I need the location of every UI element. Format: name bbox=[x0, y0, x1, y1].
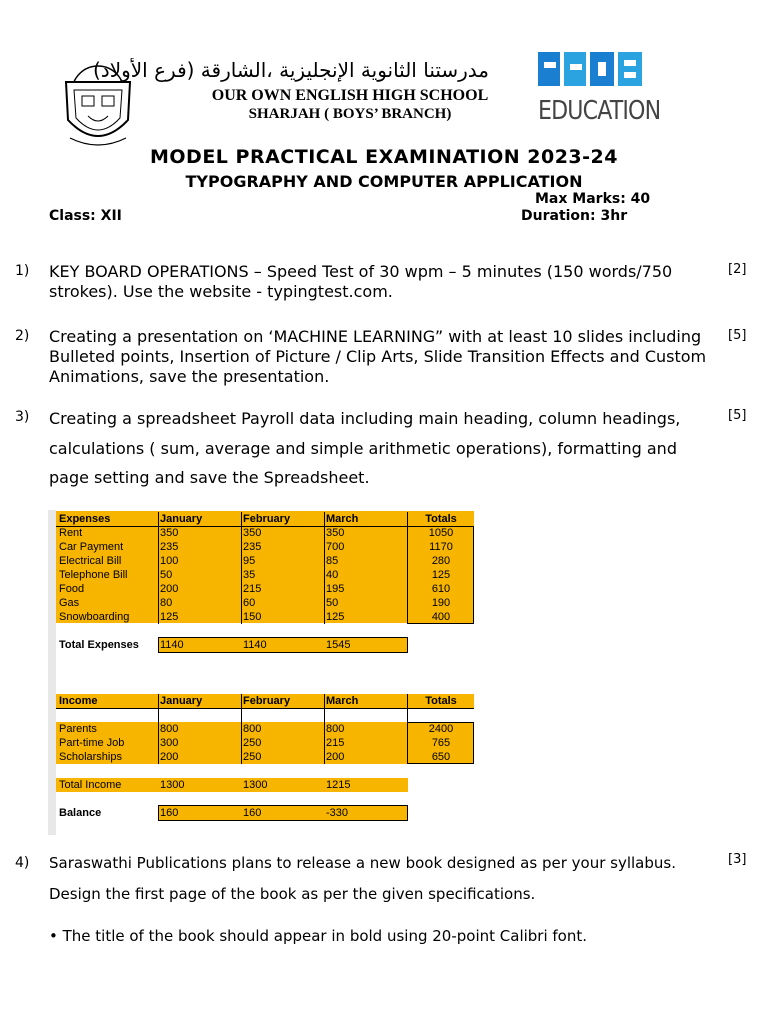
sheet-header-cell: February bbox=[243, 695, 291, 707]
totals-box bbox=[407, 526, 474, 624]
sheet-cell: 350 bbox=[243, 527, 262, 539]
sheet-cell: 200 bbox=[160, 583, 179, 595]
sheet-cell: 125 bbox=[160, 611, 179, 623]
total-income-feb: 1300 bbox=[243, 779, 268, 791]
question-marks: [2] bbox=[728, 262, 747, 277]
sheet-cell: 150 bbox=[243, 611, 262, 623]
sheet-cell: Parents bbox=[59, 723, 97, 735]
sheet-header-cell: January bbox=[160, 513, 203, 525]
sheet-cell: 125 bbox=[326, 611, 345, 623]
question-number: 3) bbox=[15, 409, 30, 425]
question-marks: [5] bbox=[728, 328, 747, 343]
sheet-cell: Food bbox=[59, 583, 85, 595]
totals-box bbox=[407, 722, 474, 764]
total-income-label: Total Income bbox=[59, 779, 122, 791]
sheet-cell: 400 bbox=[431, 611, 451, 623]
sheet-cell: 95 bbox=[243, 555, 256, 567]
sheet-cell: 2400 bbox=[428, 723, 454, 735]
sheet-cell: 195 bbox=[326, 583, 345, 595]
sheet-cell: 200 bbox=[326, 751, 345, 763]
sheet-cell: Rent bbox=[59, 527, 83, 539]
sheet-cell: 50 bbox=[160, 569, 173, 581]
sheet-cell: 250 bbox=[243, 751, 262, 763]
grid-line bbox=[324, 512, 325, 624]
question-marks: [5] bbox=[728, 408, 747, 423]
question-marks: [3] bbox=[728, 852, 747, 867]
sheet-cell: 200 bbox=[160, 751, 179, 763]
gems-education-label: EDUCATION bbox=[538, 96, 661, 126]
sheet-cell: Telephone Bill bbox=[59, 569, 128, 581]
sheet-cell: Car Payment bbox=[59, 541, 124, 553]
total-expenses-jan: 1140 bbox=[160, 639, 184, 651]
sheet-cell: Part-time Job bbox=[59, 737, 125, 749]
balance-jan: 160 bbox=[160, 807, 179, 819]
balance-mar: -330 bbox=[326, 807, 349, 819]
sheet-cell: Gas bbox=[59, 597, 80, 609]
sheet-cell: 800 bbox=[243, 723, 262, 735]
grid-line bbox=[158, 694, 159, 764]
sheet-cell: 610 bbox=[431, 583, 451, 595]
question-text: Creating a presentation on ‘MACHINE LEARNING” with at least 10 slides including Bulleted points, Insertion of Picture / Clip Arts, Slide Transition Effects and Custom Animations, save the presentation. bbox=[49, 327, 707, 386]
exam-title: MODEL PRACTICAL EXAMINATION 2023-24 bbox=[150, 146, 618, 168]
sheet-cell: 1050 bbox=[428, 527, 454, 539]
question-number: 1) bbox=[15, 263, 30, 279]
sheet-cell: 50 bbox=[326, 597, 339, 609]
sheet-cell: 35 bbox=[243, 569, 256, 581]
sheet-cell: 250 bbox=[243, 737, 262, 749]
school-name: OUR OWN ENGLISH HIGH SCHOOL bbox=[211, 87, 489, 104]
sheet-cell: 215 bbox=[243, 583, 262, 595]
class-label: Class: XII bbox=[49, 208, 122, 224]
grid-line bbox=[56, 708, 474, 709]
exam-subject: TYPOGRAPHY AND COMPUTER APPLICATION bbox=[185, 172, 583, 191]
arabic-school-name: مدرستنا الثانوية الإنجليزية ،الشارقة (فرع الأولاد) bbox=[93, 58, 490, 82]
grid-line bbox=[241, 694, 242, 764]
sheet-cell: 280 bbox=[431, 555, 451, 567]
sheet-cell: 350 bbox=[326, 527, 345, 539]
sheet-header-cell: Totals bbox=[425, 513, 457, 525]
sheet-cell: 40 bbox=[326, 569, 339, 581]
grid-line bbox=[324, 694, 325, 764]
sheet-cell: Snowboarding bbox=[59, 611, 130, 623]
sheet-cell: 100 bbox=[160, 555, 179, 567]
total-expenses-mar: 1545 bbox=[326, 639, 351, 651]
question-number: 4) bbox=[15, 855, 30, 871]
sheet-cell: 190 bbox=[431, 597, 451, 609]
question-number: 2) bbox=[15, 328, 30, 344]
sheet-header-cell: March bbox=[326, 513, 359, 525]
question-text: Saraswathi Publications plans to release a new book designed as per your syllabus. Design the first page of the book as per the given specifications. bbox=[49, 854, 676, 903]
sheet-cell: 1170 bbox=[429, 541, 453, 553]
sheet-cell: 800 bbox=[160, 723, 179, 735]
sheet-cell: 60 bbox=[243, 597, 256, 609]
sheet-header-cell: Income bbox=[59, 695, 98, 707]
sheet-cell: 700 bbox=[326, 541, 345, 553]
bullet-point: • The title of the book should appear in bold using 20-point Calibri font. bbox=[49, 927, 588, 945]
sheet-cell: 235 bbox=[243, 541, 262, 553]
question-text: Creating a spreadsheet Payroll data including main heading, column headings, calculations ( sum, average and simple arithmetic operations), formatting and page setting and save the Spreadsheet. bbox=[49, 409, 681, 487]
sheet-header-cell: Totals bbox=[425, 695, 457, 707]
total-expenses-feb: 1140 bbox=[243, 639, 267, 651]
sheet-cell: 765 bbox=[431, 737, 451, 749]
sheet-cell: 85 bbox=[326, 555, 339, 567]
sheet-cell: Scholarships bbox=[59, 751, 122, 763]
sheet-cell: 235 bbox=[160, 541, 179, 553]
sheet-cell: 800 bbox=[326, 723, 345, 735]
sheet-cell: 125 bbox=[431, 569, 451, 581]
duration-label: Duration: 3hr bbox=[521, 208, 628, 224]
total-income-jan: 1300 bbox=[160, 779, 185, 791]
sheet-cell: Electrical Bill bbox=[59, 555, 122, 567]
sheet-cell: 650 bbox=[431, 751, 451, 763]
sheet-header-cell: March bbox=[326, 695, 359, 707]
sheet-cell: 300 bbox=[160, 737, 179, 749]
sheet-cell: 215 bbox=[326, 737, 345, 749]
total-expenses-label: Total Expenses bbox=[59, 639, 139, 651]
balance-feb: 160 bbox=[243, 807, 262, 819]
total-income-mar: 1215 bbox=[326, 779, 351, 791]
question-text: KEY BOARD OPERATIONS – Speed Test of 30 wpm – 5 minutes (150 words/750 strokes). Use the website - typingtest.com. bbox=[49, 262, 673, 301]
sheet-cell: 350 bbox=[160, 527, 179, 539]
sheet-cell: 80 bbox=[160, 597, 173, 609]
school-branch: SHARJAH ( BOYS’ BRANCH) bbox=[248, 106, 452, 122]
sheet-header-cell: January bbox=[160, 695, 203, 707]
balance-label: Balance bbox=[59, 807, 102, 819]
max-marks: Max Marks: 40 bbox=[535, 191, 651, 207]
sheet-header-cell: February bbox=[243, 513, 291, 525]
sheet-header-cell: Expenses bbox=[59, 513, 111, 525]
spreadsheet-image bbox=[48, 510, 474, 835]
grid-line bbox=[241, 512, 242, 624]
grid-line bbox=[158, 512, 159, 624]
